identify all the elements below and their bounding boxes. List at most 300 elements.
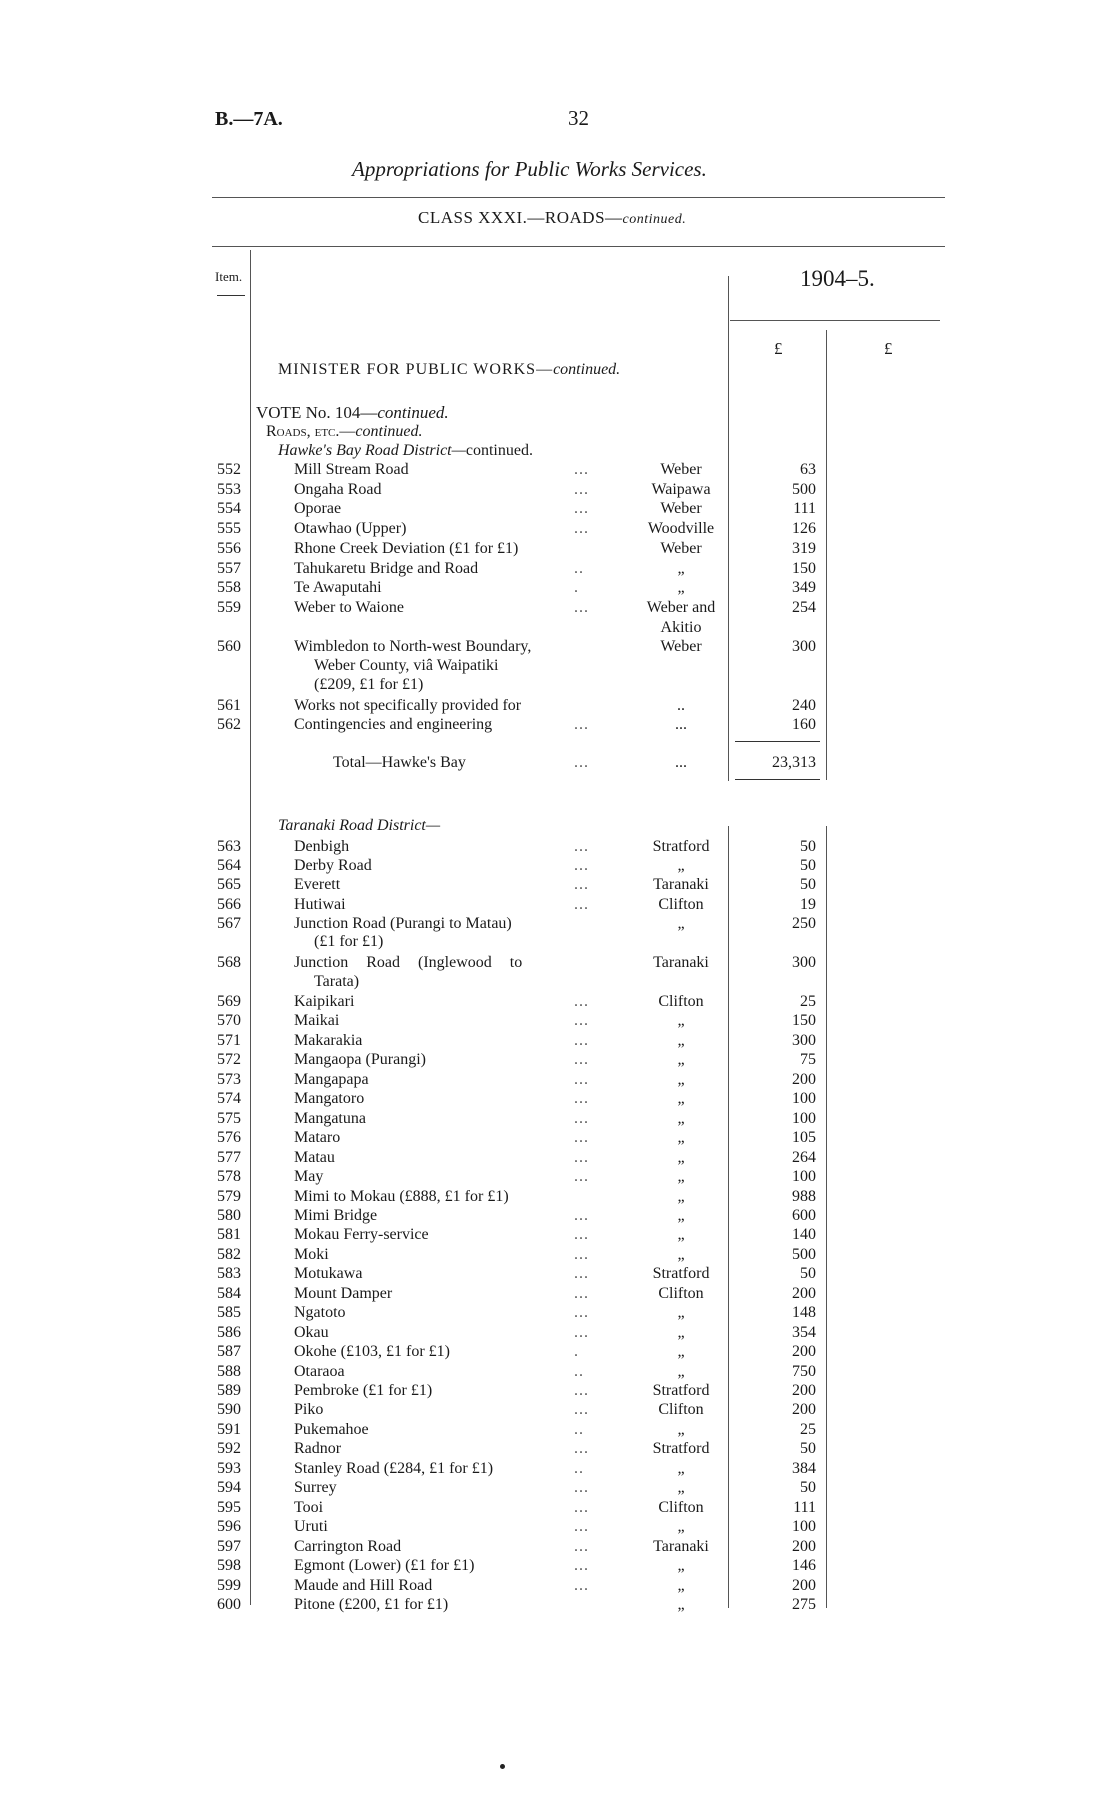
district: Weber bbox=[660, 539, 702, 557]
table-row bbox=[0, 1498, 1114, 1518]
road-name: Mataro bbox=[294, 1129, 341, 1147]
district: Clifton bbox=[658, 1284, 704, 1302]
leader-dots: ... bbox=[574, 1206, 589, 1224]
road-name: Oporae bbox=[294, 500, 342, 518]
amount: 264 bbox=[792, 1148, 816, 1166]
amount: 349 bbox=[792, 579, 816, 597]
road-name: Makarakia bbox=[294, 1031, 363, 1049]
amount: 500 bbox=[792, 480, 816, 498]
item-number: 552 bbox=[217, 461, 241, 478]
pound-header-1: £ bbox=[774, 339, 783, 358]
amount: 50 bbox=[800, 1479, 816, 1497]
amount: 126 bbox=[792, 520, 816, 538]
district: „ bbox=[677, 1420, 685, 1438]
road-name: Mokau Ferry-service bbox=[294, 1226, 429, 1244]
amount: 50 bbox=[800, 1440, 816, 1458]
amount: 200 bbox=[792, 1401, 816, 1419]
table-row bbox=[0, 1303, 1114, 1323]
road-name: Kaipikari bbox=[294, 993, 355, 1010]
road-name: Works not specifically provided for bbox=[294, 697, 522, 714]
leader-dots: ... bbox=[574, 1245, 589, 1263]
table-row bbox=[0, 1225, 1114, 1245]
road-name: Pembroke (£1 for £1) bbox=[294, 1382, 433, 1399]
table-row bbox=[0, 1089, 1114, 1109]
district: „ bbox=[677, 1576, 685, 1594]
amount: 111 bbox=[793, 1498, 816, 1516]
table-row bbox=[0, 1439, 1114, 1459]
table-row bbox=[0, 539, 1114, 559]
leader-dots: ... bbox=[574, 520, 589, 538]
amount: 63 bbox=[800, 461, 816, 478]
leader-dots: ... bbox=[574, 598, 589, 616]
road-name: Mangaopa (Purangi) bbox=[294, 1051, 426, 1069]
item-number: 554 bbox=[217, 500, 241, 518]
amount: 300 bbox=[792, 1031, 816, 1049]
road-name: Wimbledon to North-west Boundary, bbox=[294, 638, 532, 655]
road-name: Maude and Hill Road bbox=[294, 1576, 433, 1594]
district: Stratford bbox=[652, 838, 710, 855]
table-row bbox=[0, 1148, 1114, 1168]
leader-dots: ... bbox=[574, 500, 589, 518]
leader-dots: ... bbox=[574, 480, 589, 498]
amount: 50 bbox=[800, 876, 816, 894]
district: Woodville bbox=[647, 520, 715, 538]
table-row bbox=[0, 460, 1114, 480]
year-column-header: 1904–5. bbox=[800, 266, 875, 291]
road-name: Okau bbox=[294, 1323, 329, 1341]
total-rule-bottom bbox=[735, 779, 820, 780]
amount: 250 bbox=[792, 914, 816, 932]
table-row bbox=[0, 578, 1114, 598]
road-name: Derby Road bbox=[294, 857, 372, 875]
amount: 300 bbox=[792, 638, 816, 655]
amount: 200 bbox=[792, 1343, 816, 1361]
amount: 50 bbox=[800, 838, 816, 855]
leader-dots: ... bbox=[574, 876, 589, 894]
item-number: 572 bbox=[217, 1051, 241, 1069]
row-559-continuation bbox=[0, 618, 1114, 638]
amount: 275 bbox=[792, 1595, 816, 1613]
leader-dots: ... bbox=[574, 1518, 589, 1536]
leader-dots: ... bbox=[574, 716, 589, 733]
district: Stratford bbox=[652, 1265, 710, 1283]
amount: 150 bbox=[792, 1012, 816, 1030]
leader-dots: ... bbox=[574, 1498, 589, 1516]
road-name: Pitone (£200, £1 for £1) bbox=[294, 1595, 449, 1613]
pound-header-2: £ bbox=[884, 339, 893, 358]
total-amount: 23,313 bbox=[772, 754, 816, 771]
district: „ bbox=[677, 1343, 685, 1361]
item-number: 595 bbox=[217, 1498, 241, 1516]
road-name-cont: (£1 for £1) bbox=[314, 933, 384, 950]
row-568-continuation bbox=[0, 972, 1114, 992]
district: Taranaki bbox=[653, 954, 709, 971]
page-mark bbox=[500, 1764, 505, 1769]
minister-main: MINISTER FOR PUBLIC WORKS— bbox=[278, 361, 554, 378]
district: „ bbox=[677, 1031, 685, 1049]
amount: 140 bbox=[792, 1226, 816, 1244]
item-number: 555 bbox=[217, 520, 241, 538]
table-row bbox=[0, 1187, 1114, 1207]
amount: 148 bbox=[792, 1304, 816, 1322]
table-row bbox=[0, 1459, 1114, 1479]
minister-cont: continued. bbox=[553, 361, 621, 378]
item-number: 577 bbox=[217, 1148, 241, 1166]
table-row bbox=[0, 1342, 1114, 1362]
district: Clifton bbox=[658, 1498, 704, 1516]
road-name: Stanley Road (£284, £1 for £1) bbox=[294, 1459, 494, 1477]
road-name: Otaraoa bbox=[294, 1362, 345, 1380]
district: Waipawa bbox=[651, 480, 711, 498]
district: „ bbox=[677, 1109, 685, 1127]
leader-dots: ... bbox=[574, 1148, 589, 1166]
road-name: Weber to Waione bbox=[294, 598, 404, 616]
amount: 750 bbox=[792, 1362, 816, 1380]
road-name: Carrington Road bbox=[294, 1537, 402, 1555]
road-name: Okohe (£103, £1 for £1) bbox=[294, 1343, 450, 1361]
table-row-560 bbox=[0, 637, 1114, 657]
district: „ bbox=[677, 1557, 685, 1575]
leader-dots: ... bbox=[574, 1382, 589, 1399]
road-name: Junction Road (Purangi to Matau) bbox=[294, 914, 512, 932]
leader-dots: ... bbox=[574, 1012, 589, 1030]
district: „ bbox=[677, 559, 685, 577]
road-name: Uruti bbox=[294, 1518, 328, 1536]
road-name: Motukawa bbox=[294, 1265, 363, 1283]
row-567-continuation bbox=[0, 932, 1114, 952]
road-name: Pukemahoe bbox=[294, 1420, 369, 1438]
table-row-561 bbox=[0, 696, 1114, 716]
amount: 319 bbox=[792, 539, 816, 557]
leader-dots: ... bbox=[574, 838, 589, 855]
district: „ bbox=[677, 579, 685, 597]
item-number: 567 bbox=[217, 914, 241, 932]
table-row bbox=[0, 1478, 1114, 1498]
leader-dots: ... bbox=[574, 1051, 589, 1069]
table-row bbox=[0, 1128, 1114, 1148]
total-rule-top bbox=[735, 741, 820, 742]
leader-dots: ... bbox=[574, 1070, 589, 1088]
table-row bbox=[0, 1264, 1114, 1284]
table-row bbox=[0, 499, 1114, 519]
roads-cont: continued. bbox=[355, 423, 423, 440]
table-row bbox=[0, 1245, 1114, 1265]
item-number: 583 bbox=[217, 1265, 241, 1283]
leader-dots: ... bbox=[574, 1440, 589, 1458]
road-name: Mimi Bridge bbox=[294, 1206, 378, 1224]
amount: 50 bbox=[800, 857, 816, 875]
item-number: 592 bbox=[217, 1440, 241, 1458]
district: „ bbox=[677, 857, 685, 875]
district: „ bbox=[677, 1168, 685, 1186]
district: „ bbox=[677, 1323, 685, 1341]
item-number: 591 bbox=[217, 1420, 241, 1438]
leader-dots: ... bbox=[574, 1265, 589, 1283]
hawkes-bay-main: Hawke's Bay Road District— bbox=[278, 442, 466, 459]
road-name: Moki bbox=[294, 1245, 329, 1263]
item-number: 557 bbox=[217, 559, 241, 577]
amount: 354 bbox=[792, 1323, 816, 1341]
leader-dots: ... bbox=[574, 461, 589, 478]
amount: 200 bbox=[792, 1382, 816, 1399]
table-row bbox=[0, 914, 1114, 934]
item-number: 593 bbox=[217, 1459, 241, 1477]
leader-dots: . bbox=[574, 1343, 579, 1361]
district: „ bbox=[677, 1187, 685, 1205]
amount: 160 bbox=[792, 716, 816, 733]
item-number: 579 bbox=[217, 1187, 241, 1205]
item-number: 578 bbox=[217, 1168, 241, 1186]
item-column-header: Item. bbox=[215, 269, 243, 284]
amount: 146 bbox=[792, 1557, 816, 1575]
amount: 240 bbox=[792, 697, 816, 714]
item-number: 599 bbox=[217, 1576, 241, 1594]
road-name: Ongaha Road bbox=[294, 480, 382, 498]
table-row bbox=[0, 895, 1114, 915]
road-name: Tooi bbox=[294, 1498, 324, 1516]
minister-heading bbox=[278, 361, 620, 379]
item-number: 574 bbox=[217, 1090, 241, 1108]
table-row bbox=[0, 1206, 1114, 1226]
road-name: Tahukaretu Bridge and Road bbox=[294, 559, 479, 577]
leader-dots: .. bbox=[574, 559, 584, 577]
leader-dots: ... bbox=[574, 1226, 589, 1244]
district: „ bbox=[677, 1245, 685, 1263]
page-title: Appropriations for Public Works Services. bbox=[352, 157, 707, 181]
road-name: Mimi to Mokau (£888, £1 for £1) bbox=[294, 1187, 509, 1205]
amount: 384 bbox=[792, 1459, 816, 1477]
leader-dots: ... bbox=[574, 1090, 589, 1108]
road-name: Denbigh bbox=[294, 838, 350, 855]
amount: 200 bbox=[792, 1284, 816, 1302]
item-number: 558 bbox=[217, 579, 241, 597]
district: „ bbox=[677, 914, 685, 932]
district: „ bbox=[677, 1518, 685, 1536]
document-reference: B.—7A. bbox=[215, 108, 283, 130]
district: Clifton bbox=[658, 993, 704, 1010]
hawkes-bay-cont: continued. bbox=[465, 442, 533, 459]
amount: 111 bbox=[793, 500, 816, 518]
district: Clifton bbox=[658, 895, 704, 913]
item-number: 565 bbox=[217, 876, 241, 894]
district: Clifton bbox=[658, 1401, 704, 1419]
item-number: 561 bbox=[217, 697, 241, 714]
district: „ bbox=[677, 1012, 685, 1030]
road-name: Mill Stream Road bbox=[294, 461, 409, 478]
table-row bbox=[0, 1556, 1114, 1576]
table-row bbox=[0, 1537, 1114, 1557]
item-number: 580 bbox=[217, 1206, 241, 1224]
roads-heading bbox=[266, 423, 423, 441]
table-row bbox=[0, 992, 1114, 1012]
table-row bbox=[0, 875, 1114, 895]
road-name: May bbox=[294, 1168, 324, 1186]
table-row bbox=[0, 1323, 1114, 1343]
item-number: 584 bbox=[217, 1284, 241, 1302]
amount: 25 bbox=[800, 1420, 816, 1438]
district: Taranaki bbox=[653, 1537, 709, 1555]
district: Weber bbox=[660, 500, 702, 518]
leader-dots: ... bbox=[574, 857, 589, 875]
table-row bbox=[0, 1576, 1114, 1596]
district: „ bbox=[677, 1051, 685, 1069]
leader-dots: ... bbox=[574, 1031, 589, 1049]
item-number: 556 bbox=[217, 539, 241, 557]
district: „ bbox=[677, 1226, 685, 1244]
district: Weber bbox=[660, 461, 702, 478]
leader-dots: ... bbox=[574, 1323, 589, 1341]
leader-dots: ... bbox=[574, 1401, 589, 1419]
district: Stratford bbox=[652, 1382, 710, 1399]
table-row bbox=[0, 559, 1114, 579]
table-row bbox=[0, 1381, 1114, 1401]
item-number: 563 bbox=[217, 838, 241, 855]
vote-cont: continued. bbox=[377, 403, 449, 422]
district: „ bbox=[677, 1479, 685, 1497]
leader-dots: ... bbox=[574, 1304, 589, 1322]
amount: 500 bbox=[792, 1245, 816, 1263]
leader-dots: ... bbox=[574, 1168, 589, 1186]
row-560-line-2 bbox=[0, 656, 1114, 676]
table-row bbox=[0, 1420, 1114, 1440]
row-560-line-3 bbox=[0, 675, 1114, 695]
item-number: 571 bbox=[217, 1031, 241, 1049]
leader-dots: ... bbox=[574, 754, 589, 771]
table-row bbox=[0, 1362, 1114, 1382]
leader-dots: .. bbox=[574, 1420, 584, 1438]
district: .. bbox=[677, 697, 685, 714]
table-row-562 bbox=[0, 715, 1114, 735]
amount: 100 bbox=[792, 1090, 816, 1108]
leader-dots: ... bbox=[574, 1557, 589, 1575]
item-number: 589 bbox=[217, 1382, 241, 1399]
table-row bbox=[0, 1031, 1114, 1051]
road-name: Everett bbox=[294, 876, 341, 894]
district: „ bbox=[677, 1148, 685, 1166]
item-number: 570 bbox=[217, 1012, 241, 1030]
leader-dots: ... bbox=[574, 1479, 589, 1497]
road-name: Rhone Creek Deviation (£1 for £1) bbox=[294, 539, 519, 557]
district: „ bbox=[677, 1362, 685, 1380]
table-row bbox=[0, 1595, 1114, 1615]
amount: 200 bbox=[792, 1576, 816, 1594]
district: „ bbox=[677, 1090, 685, 1108]
amount: 105 bbox=[792, 1129, 816, 1147]
district: „ bbox=[677, 1206, 685, 1224]
road-name: Radnor bbox=[294, 1440, 342, 1458]
item-number: 597 bbox=[217, 1537, 241, 1555]
header-rule bbox=[212, 197, 945, 198]
hawkes-bay-total-row bbox=[0, 753, 1114, 773]
road-name: Piko bbox=[294, 1401, 324, 1419]
amount: 254 bbox=[792, 598, 816, 616]
item-number: 569 bbox=[217, 993, 241, 1010]
amount: 25 bbox=[800, 993, 816, 1010]
table-row bbox=[0, 1011, 1114, 1031]
item-header-underline bbox=[217, 295, 245, 296]
road-name-cont: Tarata) bbox=[314, 973, 360, 990]
table-row bbox=[0, 1050, 1114, 1070]
table-row bbox=[0, 1109, 1114, 1129]
leader-dots: . bbox=[574, 579, 579, 597]
road-name-cont: Weber County, viâ Waipatiki bbox=[314, 657, 499, 674]
item-number: 559 bbox=[217, 598, 241, 616]
taranaki-heading: Taranaki Road District— bbox=[278, 817, 441, 834]
amount: 100 bbox=[792, 1168, 816, 1186]
district: „ bbox=[677, 1129, 685, 1147]
item-number: 553 bbox=[217, 480, 241, 498]
leader-dots: ... bbox=[574, 1537, 589, 1555]
road-name: Mangatuna bbox=[294, 1109, 366, 1127]
class-heading-cont: continued. bbox=[622, 212, 687, 227]
class-heading bbox=[418, 208, 686, 228]
table-top-rule bbox=[212, 246, 945, 247]
amount: 150 bbox=[792, 559, 816, 577]
road-name: Egmont (Lower) (£1 for £1) bbox=[294, 1557, 475, 1575]
leader-dots: ... bbox=[574, 1284, 589, 1302]
table-row bbox=[0, 1070, 1114, 1090]
item-number: 587 bbox=[217, 1343, 241, 1361]
road-name-cont: (£209, £1 for £1) bbox=[314, 676, 424, 693]
table-row bbox=[0, 856, 1114, 876]
road-name: Mangatoro bbox=[294, 1090, 365, 1108]
roads-main: Roads, etc.— bbox=[266, 423, 356, 440]
amount: 100 bbox=[792, 1518, 816, 1536]
leader-dots: ... bbox=[574, 1129, 589, 1147]
leader-dots: ... bbox=[574, 1576, 589, 1594]
amount: 50 bbox=[800, 1265, 816, 1283]
item-number: 588 bbox=[217, 1362, 241, 1380]
district: Weber bbox=[660, 638, 702, 655]
district: Stratford bbox=[652, 1440, 710, 1458]
table-row bbox=[0, 598, 1114, 618]
road-name: Otawhao (Upper) bbox=[294, 520, 407, 538]
amount: 988 bbox=[792, 1187, 816, 1205]
item-number: 598 bbox=[217, 1557, 241, 1575]
amount: 100 bbox=[792, 1109, 816, 1127]
item-number: 573 bbox=[217, 1070, 241, 1088]
road-name: Mount Damper bbox=[294, 1284, 393, 1302]
table-row bbox=[0, 1400, 1114, 1420]
road-name: Matau bbox=[294, 1148, 335, 1166]
amount: 300 bbox=[792, 954, 816, 971]
hawkes-bay-heading bbox=[278, 442, 533, 460]
vote-main: VOTE No. 104— bbox=[256, 403, 378, 422]
road-name: Surrey bbox=[294, 1479, 337, 1497]
table-row bbox=[0, 1284, 1114, 1304]
district: Taranaki bbox=[653, 876, 709, 894]
leader-dots: ... bbox=[574, 1109, 589, 1127]
leader-dots: ... bbox=[574, 993, 589, 1010]
amount: 200 bbox=[792, 1537, 816, 1555]
road-name: Contingencies and engineering bbox=[294, 716, 493, 733]
vote-heading bbox=[256, 403, 449, 423]
item-number: 600 bbox=[217, 1595, 241, 1613]
district: „ bbox=[677, 1070, 685, 1088]
table-row bbox=[0, 837, 1114, 857]
item-number: 562 bbox=[217, 716, 241, 733]
item-number: 568 bbox=[217, 954, 241, 971]
road-name: Ngatoto bbox=[294, 1304, 346, 1322]
district: „ bbox=[677, 1595, 685, 1613]
table-row bbox=[0, 480, 1114, 500]
amount: 19 bbox=[800, 895, 816, 913]
leader-dots: ... bbox=[675, 754, 687, 771]
table-row bbox=[0, 1167, 1114, 1187]
district: Akitio bbox=[660, 619, 702, 636]
table-row-568 bbox=[0, 953, 1114, 973]
total-label: Total—Hawke's Bay bbox=[333, 754, 466, 771]
